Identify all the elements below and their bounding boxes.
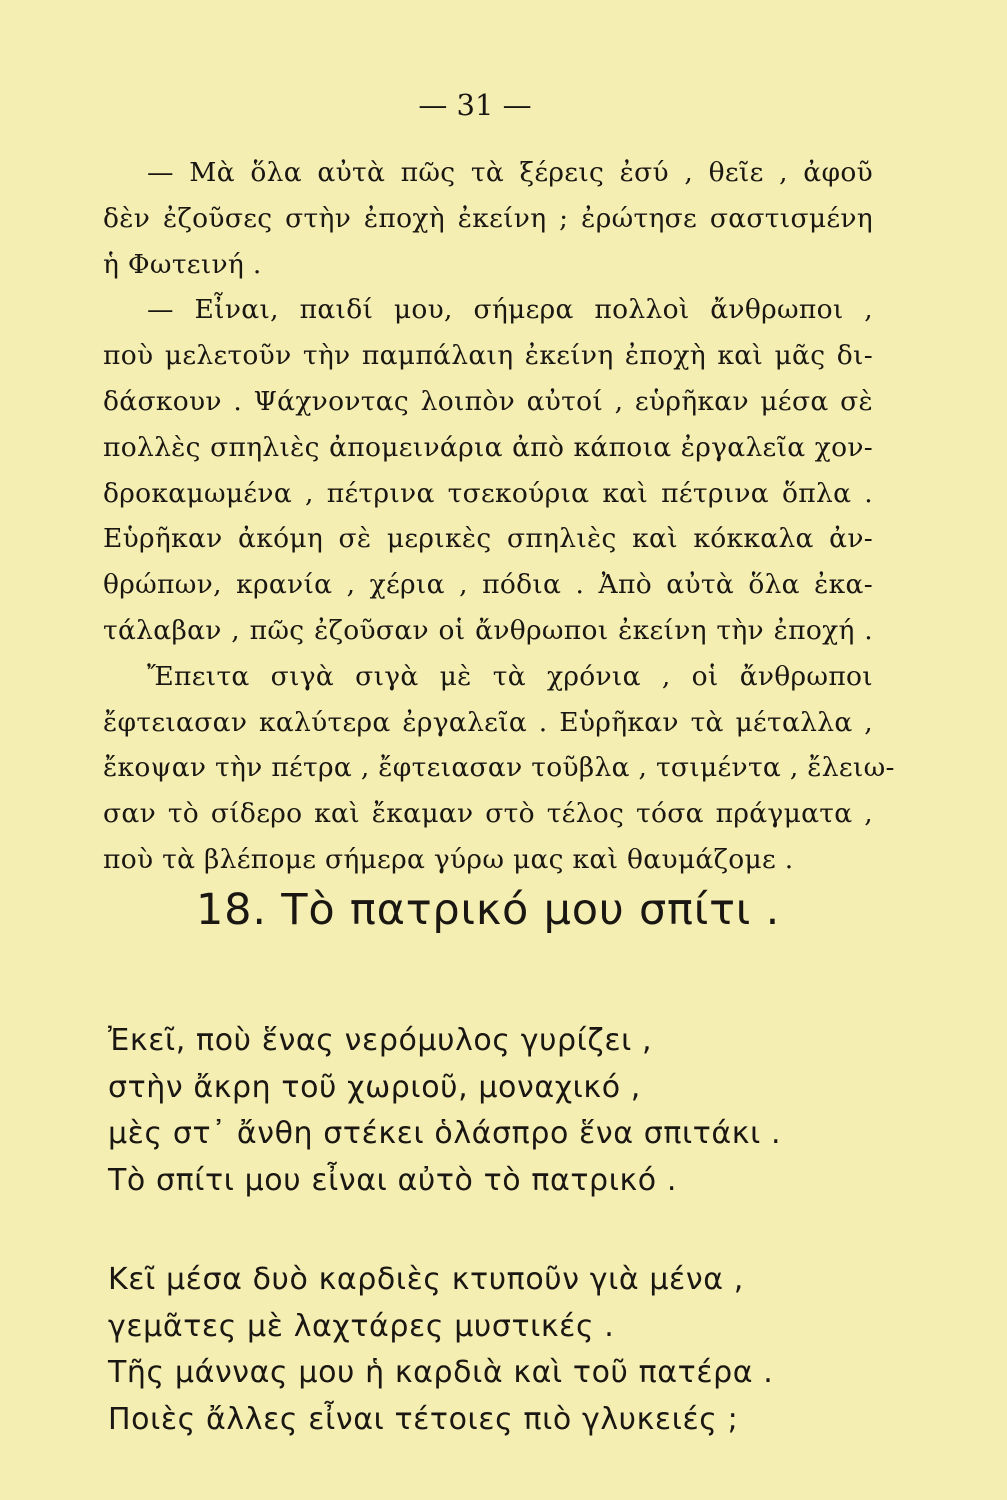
prose-line: πολλὲς σπηλιὲς ἀπομεινάρια ἀπὸ κάποια ἐργαλεῖα χον- — [103, 431, 873, 463]
prose-line: — Εἶναι, παιδί μου, σήμερα πολλοὶ ἄνθρωποι , — [147, 294, 873, 326]
poem-line: Κεῖ μέσα δυὸ καρδιὲς κτυποῦν γιὰ μένα , — [108, 1262, 744, 1297]
prose-line: δάσκουν . Ψάχνοντας λοιπὸν αὐτοί , εὑρῆκαν μέσα σὲ — [103, 385, 873, 417]
poem-stanza-1 — [108, 1018, 888, 1204]
prose-line: ἡ Φωτεινή . — [103, 248, 262, 280]
poem-line: γεμᾶτες μὲ λαχτάρες μυστικές . — [108, 1308, 615, 1344]
poem-line: Ποιὲς ἄλλες εἶναι τέτοιες πιὸ γλυκειές ; — [108, 1401, 739, 1437]
prose-line: ποὺ μελετοῦν τὴν παμπάλαιη ἐκείνη ἐποχὴ καὶ μᾶς δι- — [103, 340, 873, 372]
prose-line: δὲν ἐζοῦσες στὴν ἐποχὴ ἐκείνη ; ἐρώτησε σαστισμένη — [103, 202, 873, 234]
poem-line: Τῆς μάννας μου ἡ καρδιὰ καὶ τοῦ πατέρα . — [108, 1355, 774, 1390]
prose-line: ἔφτειασαν καλύτερα ἐργαλεῖα . Εὑρῆκαν τὰ μέταλλα , — [103, 706, 873, 738]
prose-line: σαν τὸ σίδερο καὶ ἔκαμαν στὸ τέλος τόσα πράγματα , — [103, 798, 873, 830]
poem-line: στὴν ἄκρη τοῦ χωριοῦ, μοναχικό , — [108, 1069, 641, 1105]
prose-line: δροκαμωμένα , πέτρινα τσεκούρια καὶ πέτρινα ὅπλα . — [103, 477, 873, 509]
poem-line: Τὸ σπίτι μου εἶναι αὐτὸ τὸ πατρικό . — [108, 1162, 677, 1198]
prose-line: θρώπων, κρανία , χέρια , πόδια . Ἀπὸ αὐτὰ ὅλα ἐκα- — [103, 569, 873, 601]
prose-line: τάλαβαν , πῶς ἐζοῦσαν οἱ ἄνθρωποι ἐκείνη τὴν ἐποχή . — [103, 614, 873, 646]
poem-stanza-2 — [108, 1257, 888, 1443]
poem-line: Ἐκεῖ, ποὺ ἕνας νερόμυλος γυρίζει , — [108, 1023, 653, 1058]
prose-line: ποὺ τὰ βλέπομε σήμερα γύρω μας καὶ θαυμάζομε . — [103, 843, 794, 875]
prose-line: Εὑρῆκαν ἀκόμη σὲ μερικὲς σπηλιὲς καὶ κόκκαλα ἀν- — [103, 523, 873, 555]
prose-line: Ἔπειτα σιγὰ σιγὰ μὲ τὰ χρόνια , οἱ ἄνθρωποι — [147, 660, 873, 692]
prose-block — [103, 150, 895, 883]
page-number: — 31 — — [418, 88, 532, 122]
poem-line: μὲς στ᾿ ἄνθη στέκει ὁλάσπρο ἕνα σπιτάκι . — [108, 1116, 782, 1151]
prose-line: — Μὰ ὅλα αὐτὰ πῶς τὰ ξέρεις ἐσύ , θεῖε , ἀφοῦ — [147, 157, 873, 188]
section-heading: 18. Τὸ πατρικό μου σπίτι . — [196, 885, 781, 935]
prose-line: ἔκοψαν τὴν πέτρα , ἔφτειασαν τοῦβλα , τσιμέντα , ἔλειω- — [103, 752, 895, 784]
